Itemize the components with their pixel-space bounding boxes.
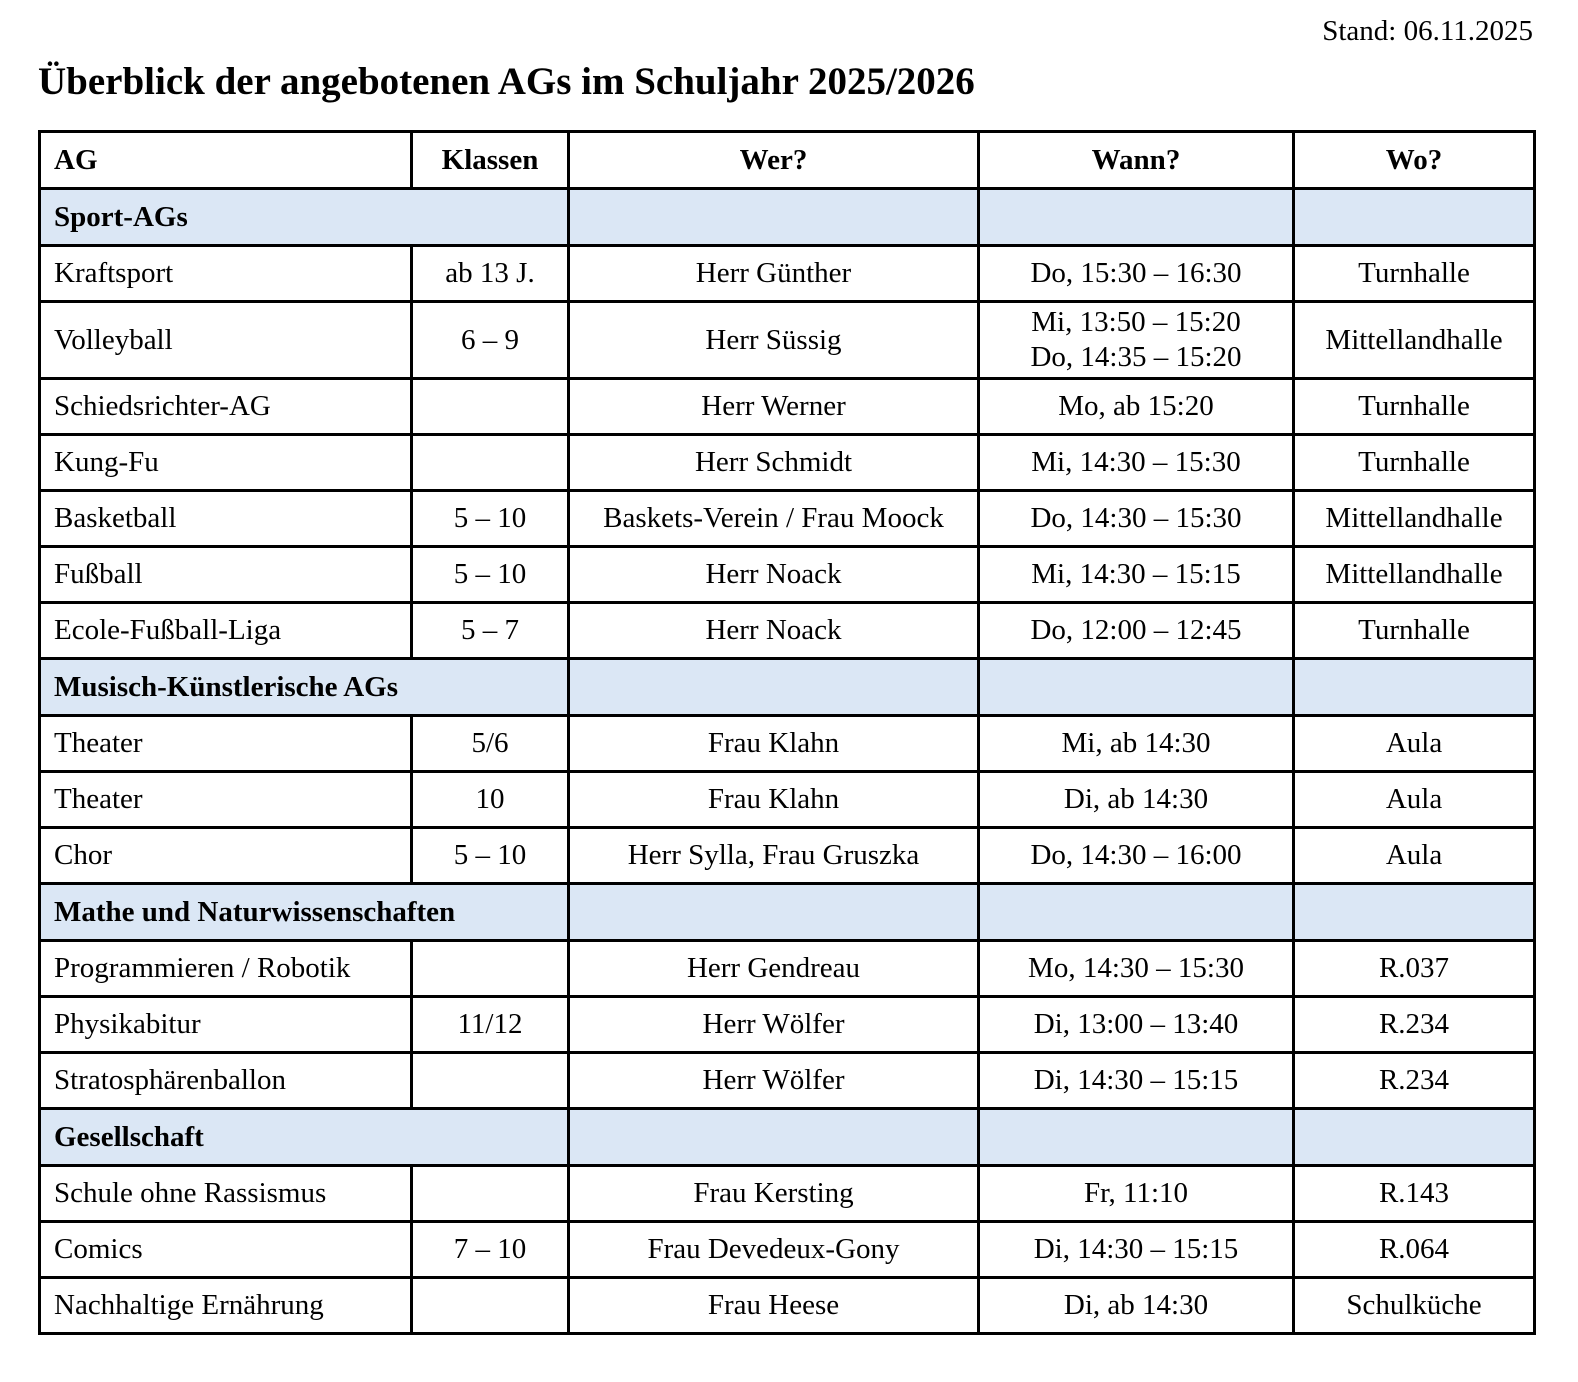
table-row <box>40 997 1535 1053</box>
wo-cell: Aula <box>1294 716 1535 772</box>
section-row <box>40 659 1535 716</box>
section-empty-cell <box>569 884 979 941</box>
wann-cell <box>979 1278 1294 1334</box>
wann-cell <box>979 716 1294 772</box>
wer-cell: Herr Günther <box>569 246 979 302</box>
wer-cell: Frau Klahn <box>569 772 979 828</box>
wo-cell: Aula <box>1294 828 1535 884</box>
ag-cell: Volleyball <box>40 302 412 379</box>
klassen-cell: ab 13 J. <box>412 246 569 302</box>
section-label: Mathe und Naturwissenschaften <box>40 884 569 941</box>
wann-line: Mi, ab 14:30 <box>1061 727 1211 759</box>
ag-cell: Programmieren / Robotik <box>40 941 412 997</box>
table-row <box>40 603 1535 659</box>
wann-line: Mi, 14:30 – 15:15 <box>1031 558 1241 590</box>
wann-line: Di, ab 14:30 <box>1063 1289 1209 1321</box>
section-empty-cell <box>1294 884 1535 941</box>
ag-cell: Schiedsrichter-AG <box>40 379 412 435</box>
column-header-wann: Wann? <box>979 132 1294 189</box>
wann-cell <box>979 1222 1294 1278</box>
wer-cell: Herr Süssig <box>569 302 979 379</box>
klassen-cell <box>412 379 569 435</box>
wo-cell: R.234 <box>1294 1053 1535 1109</box>
wann-line: Di, 14:30 – 15:15 <box>1033 1233 1239 1265</box>
table-row <box>40 1053 1535 1109</box>
wann-line: Do, 14:35 – 15:20 <box>1030 341 1242 373</box>
header-row <box>40 132 1535 189</box>
ag-cell: Schule ohne Rassismus <box>40 1166 412 1222</box>
column-header-wo: Wo? <box>1294 132 1535 189</box>
ag-cell: Nachhaltige Ernährung <box>40 1278 412 1334</box>
wo-cell: R.037 <box>1294 941 1535 997</box>
ag-cell: Ecole-Fußball-Liga <box>40 603 412 659</box>
wann-cell <box>979 772 1294 828</box>
section-label: Gesellschaft <box>40 1109 569 1166</box>
wann-line: Mo, ab 15:20 <box>1058 390 1214 422</box>
wann-cell <box>979 435 1294 491</box>
wer-cell: Baskets-Verein / Frau Moock <box>569 491 979 547</box>
section-label: Sport-AGs <box>40 189 569 246</box>
wann-cell <box>979 997 1294 1053</box>
wer-cell: Herr Wölfer <box>569 997 979 1053</box>
wer-cell: Herr Werner <box>569 379 979 435</box>
wer-cell: Herr Schmidt <box>569 435 979 491</box>
wann-line: Fr, 11:10 <box>1083 1177 1189 1209</box>
ag-cell: Theater <box>40 772 412 828</box>
table-row <box>40 246 1535 302</box>
wo-cell: Schulküche <box>1294 1278 1535 1334</box>
section-row <box>40 1109 1535 1166</box>
klassen-cell <box>412 435 569 491</box>
wo-cell: Turnhalle <box>1294 246 1535 302</box>
table-row <box>40 379 1535 435</box>
table-row <box>40 1222 1535 1278</box>
wann-line: Do, 15:30 – 16:30 <box>1030 257 1242 289</box>
wann-cell <box>979 302 1294 379</box>
wer-cell: Herr Noack <box>569 603 979 659</box>
klassen-cell: 5/6 <box>412 716 569 772</box>
wann-line: Di, ab 14:30 <box>1063 783 1209 815</box>
section-empty-cell <box>979 1109 1294 1166</box>
wo-cell: Mittellandhalle <box>1294 491 1535 547</box>
section-empty-cell <box>979 884 1294 941</box>
section-empty-cell <box>1294 659 1535 716</box>
wer-cell: Frau Heese <box>569 1278 979 1334</box>
wann-line: Di, 13:00 – 13:40 <box>1033 1008 1239 1040</box>
wann-line: Mo, 14:30 – 15:30 <box>1028 952 1244 984</box>
column-header-klassen: Klassen <box>412 132 569 189</box>
wo-cell: R.143 <box>1294 1166 1535 1222</box>
section-empty-cell <box>1294 189 1535 246</box>
klassen-cell: 5 – 10 <box>412 491 569 547</box>
klassen-cell <box>412 1278 569 1334</box>
table-row <box>40 547 1535 603</box>
table-row <box>40 772 1535 828</box>
klassen-cell: 11/12 <box>412 997 569 1053</box>
wer-cell: Herr Wölfer <box>569 1053 979 1109</box>
ag-cell: Kung-Fu <box>40 435 412 491</box>
section-row <box>40 189 1535 246</box>
wann-line: Do, 14:30 – 15:30 <box>1030 502 1242 534</box>
wann-cell <box>979 379 1294 435</box>
wo-cell: R.234 <box>1294 997 1535 1053</box>
wann-cell <box>979 246 1294 302</box>
klassen-cell: 6 – 9 <box>412 302 569 379</box>
ag-overview-table <box>38 130 1536 1335</box>
klassen-cell: 5 – 10 <box>412 547 569 603</box>
wer-cell: Herr Sylla, Frau Gruszka <box>569 828 979 884</box>
wo-cell: Aula <box>1294 772 1535 828</box>
wann-cell <box>979 491 1294 547</box>
wer-cell: Frau Devedeux-Gony <box>569 1222 979 1278</box>
wer-cell: Frau Kersting <box>569 1166 979 1222</box>
section-empty-cell <box>979 659 1294 716</box>
klassen-cell <box>412 1166 569 1222</box>
ag-cell: Kraftsport <box>40 246 412 302</box>
section-empty-cell <box>979 189 1294 246</box>
wo-cell: Turnhalle <box>1294 603 1535 659</box>
section-empty-cell <box>569 659 979 716</box>
wo-cell: Mittellandhalle <box>1294 547 1535 603</box>
wann-line: Mi, 14:30 – 15:30 <box>1031 446 1241 478</box>
wann-cell <box>979 941 1294 997</box>
table-row <box>40 1278 1535 1334</box>
section-empty-cell <box>569 189 979 246</box>
wann-cell <box>979 828 1294 884</box>
klassen-cell: 5 – 10 <box>412 828 569 884</box>
wann-cell <box>979 603 1294 659</box>
klassen-cell <box>412 1053 569 1109</box>
wo-cell: Mittellandhalle <box>1294 302 1535 379</box>
wo-cell: Turnhalle <box>1294 379 1535 435</box>
section-empty-cell <box>1294 1109 1535 1166</box>
table-row <box>40 1166 1535 1222</box>
wann-line: Do, 12:00 – 12:45 <box>1030 614 1242 646</box>
wo-cell: Turnhalle <box>1294 435 1535 491</box>
wann-line: Mi, 13:50 – 15:20 <box>1031 306 1241 338</box>
table-row <box>40 828 1535 884</box>
klassen-cell: 5 – 7 <box>412 603 569 659</box>
klassen-cell <box>412 941 569 997</box>
ag-cell: Fußball <box>40 547 412 603</box>
wann-line: Do, 14:30 – 16:00 <box>1030 839 1242 871</box>
ag-cell: Stratosphärenballon <box>40 1053 412 1109</box>
klassen-cell: 10 <box>412 772 569 828</box>
section-row <box>40 884 1535 941</box>
table-row <box>40 491 1535 547</box>
table-row <box>40 716 1535 772</box>
section-empty-cell <box>569 1109 979 1166</box>
ag-cell: Comics <box>40 1222 412 1278</box>
wer-cell: Frau Klahn <box>569 716 979 772</box>
wo-cell: R.064 <box>1294 1222 1535 1278</box>
wann-line: Di, 14:30 – 15:15 <box>1033 1064 1239 1096</box>
status-date: Stand: 06.11.2025 <box>1322 15 1533 47</box>
klassen-cell: 7 – 10 <box>412 1222 569 1278</box>
wer-cell: Herr Gendreau <box>569 941 979 997</box>
table-row <box>40 941 1535 997</box>
ag-cell: Chor <box>40 828 412 884</box>
column-header-ag: AG <box>40 132 412 189</box>
column-header-wer: Wer? <box>569 132 979 189</box>
wann-cell <box>979 1166 1294 1222</box>
ag-cell: Physikabitur <box>40 997 412 1053</box>
wer-cell: Herr Noack <box>569 547 979 603</box>
ag-cell: Theater <box>40 716 412 772</box>
ag-cell: Basketball <box>40 491 412 547</box>
page-title: Überblick der angebotenen AGs im Schuljahr 2025/2026 <box>38 60 975 103</box>
table-row <box>40 435 1535 491</box>
section-label: Musisch-Künstlerische AGs <box>40 659 569 716</box>
wann-cell <box>979 1053 1294 1109</box>
table-row <box>40 302 1535 379</box>
wann-cell <box>979 547 1294 603</box>
